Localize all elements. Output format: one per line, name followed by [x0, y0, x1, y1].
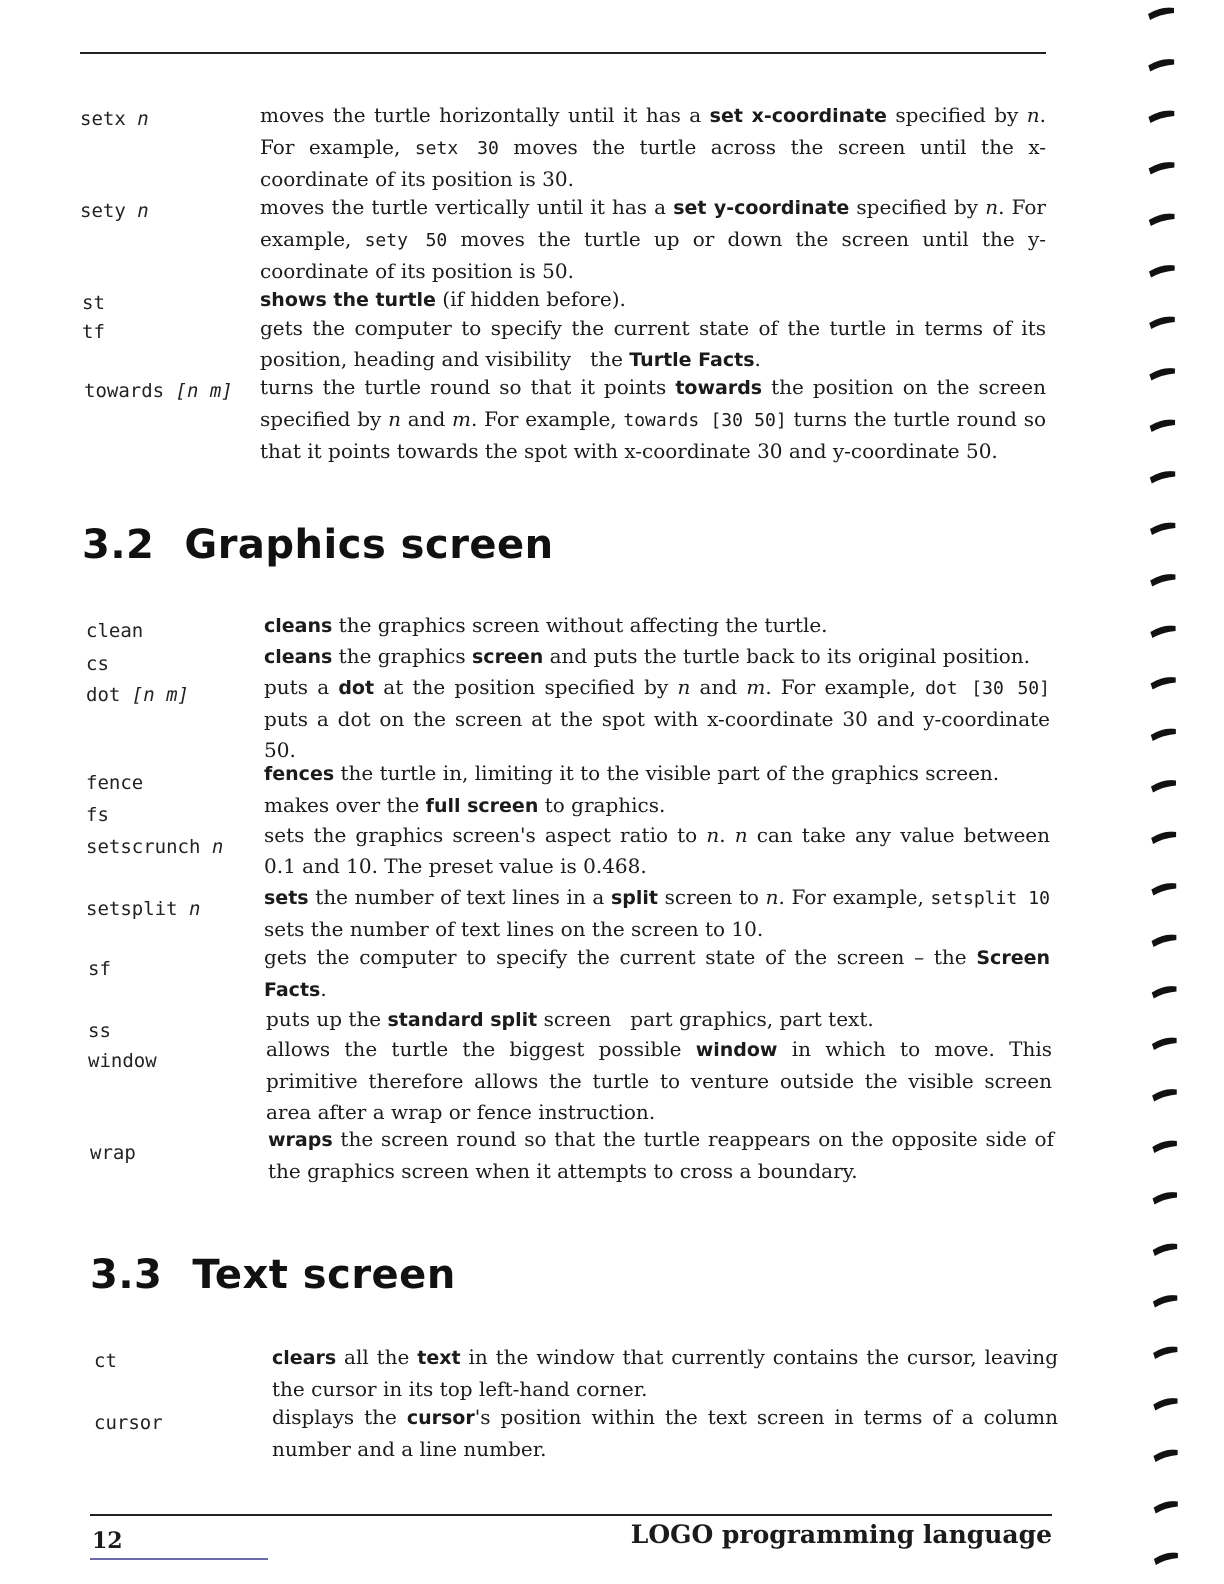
description-run: . For example,: [260, 103, 1046, 159]
description-run: all the: [336, 1345, 418, 1369]
command-description: [268, 1124, 1054, 1187]
description-run: and: [400, 407, 453, 431]
description-run: wraps: [268, 1129, 333, 1151]
command-description: [264, 672, 1050, 766]
binding-mark: [1151, 677, 1176, 689]
description-run: (if hidden before).: [435, 287, 626, 311]
description-run: cleans: [264, 646, 333, 668]
command-description: [260, 372, 1046, 467]
description-run: . For example,: [260, 195, 1046, 251]
description-run: split: [610, 887, 658, 909]
command-description: [264, 610, 1050, 642]
description-run: gets the computer to specify the current state of the turtle in terms of its position, heading and visibility the: [260, 316, 1046, 371]
command-term: dot [n m]: [86, 684, 189, 706]
binding-mark: [1149, 265, 1175, 277]
binding-mark: [1149, 214, 1175, 226]
description-run: towards: [675, 377, 763, 399]
command-term: towards [n m]: [84, 380, 233, 402]
description-run: . For example,: [471, 407, 624, 431]
binding-mark: [1154, 1553, 1178, 1565]
description-run: makes over the: [264, 793, 426, 817]
description-run: dot [30 50]: [925, 678, 1050, 699]
command-term: fence: [86, 772, 144, 794]
command-term: cursor: [94, 1412, 163, 1434]
description-run: puts up the: [266, 1007, 388, 1031]
binding-mark: [1152, 1141, 1177, 1153]
description-run: and: [690, 675, 747, 699]
description-run: full screen: [425, 795, 539, 817]
binding-mark: [1151, 832, 1176, 844]
description-run: set y-coordinate: [673, 197, 850, 219]
description-run: allows the turtle the biggest possible: [266, 1037, 696, 1061]
description-run: turns the turtle round so that it points towards the spot with x-coordinate 30 and y-coordinate 50.: [260, 407, 1046, 463]
description-run: 's position within the text screen in terms of a column number and a line number.: [272, 1405, 1058, 1461]
command-term: setscrunch n: [86, 836, 224, 858]
description-run: gets the computer to specify the current state of the screen – the: [264, 945, 977, 969]
description-run: puts a: [264, 675, 339, 699]
description-run: screen: [472, 646, 544, 668]
command-description: [266, 1004, 1052, 1036]
description-run: moves the turtle up or down the screen until the y-coordinate of its position is 50.: [260, 227, 1046, 283]
command-term: tf: [82, 321, 105, 343]
binding-mark: [1151, 780, 1176, 792]
binding-mark: [1151, 729, 1176, 741]
command-term: fs: [86, 804, 109, 826]
binding-mark: [1152, 935, 1177, 947]
description-run: clears: [272, 1347, 337, 1369]
description-run: sets the number of text lines on the screen to 10.: [264, 917, 764, 941]
binding-mark: [1154, 1501, 1178, 1513]
command-description: [272, 1342, 1058, 1405]
description-run: standard split: [387, 1009, 538, 1031]
page-number: 12: [92, 1528, 123, 1554]
binding-mark: [1148, 8, 1174, 20]
description-run: puts a dot on the screen at the spot with x-coordinate 30 and y-coordinate 50.: [264, 707, 1050, 762]
description-run: dot: [338, 677, 375, 699]
description-run: n: [1026, 103, 1040, 127]
description-run: screen part graphics, part text.: [537, 1007, 874, 1031]
command-description: [260, 192, 1046, 287]
command-description: [260, 313, 1046, 376]
command-term: sety n: [80, 200, 149, 222]
binding-mark: [1149, 368, 1175, 380]
description-run: the turtle in, limiting it to the visible part of the graphics screen.: [334, 761, 1000, 785]
command-term: ct: [94, 1350, 117, 1372]
description-run: setsplit 10: [930, 888, 1050, 909]
description-run: at the position specified by: [374, 675, 678, 699]
book-title: LOGO programming language: [630, 1520, 1052, 1549]
description-run: specified by: [849, 195, 986, 219]
description-run: can take any value between 0.1 and 10. The preset value is 0.468.: [264, 823, 1051, 878]
description-run: n: [388, 407, 401, 431]
description-run: cursor: [406, 1407, 475, 1429]
description-run: the screen round so that the turtle reappears on the opposite side of the graphics screen when it attempts to cross a boundary.: [268, 1127, 1054, 1183]
description-run: setx 30: [414, 138, 499, 159]
description-run: moves the turtle across the screen until the x-coordinate of its position is 30.: [260, 135, 1047, 191]
description-run: n: [765, 885, 779, 909]
description-run: shows the turtle: [260, 289, 436, 311]
description-run: . For example,: [778, 885, 931, 909]
description-run: towards [30 50]: [623, 410, 787, 431]
description-run: screen to: [658, 885, 766, 909]
description-run: the position on the screen specified by: [260, 375, 1046, 431]
page-number-underline: [90, 1558, 268, 1560]
description-run: text: [417, 1347, 461, 1369]
command-term: cs: [86, 653, 109, 675]
command-term: window: [88, 1050, 157, 1072]
description-run: n: [677, 675, 691, 699]
description-run: sets: [264, 887, 309, 909]
top-rule: [80, 52, 1046, 54]
command-term: st: [82, 292, 105, 314]
binding-mark: [1151, 883, 1176, 895]
binding-mark: [1150, 420, 1175, 432]
binding-mark: [1153, 1450, 1177, 1462]
command-term: ss: [88, 1020, 111, 1042]
description-run: Screen Facts: [264, 947, 1050, 1001]
description-run: . For example,: [765, 675, 926, 699]
command-description: [264, 942, 1050, 1006]
command-description: [264, 790, 1050, 822]
command-description: [260, 100, 1046, 195]
description-run: to graphics.: [538, 793, 666, 817]
command-description: [260, 284, 1046, 316]
command-term: setsplit n: [86, 898, 201, 920]
description-run: sety 50: [364, 230, 448, 251]
binding-mark: [1150, 471, 1175, 483]
command-description: [264, 641, 1050, 673]
command-description: [266, 1034, 1052, 1128]
command-description: [264, 820, 1050, 882]
binding-mark: [1152, 986, 1177, 998]
command-description: [264, 882, 1050, 945]
binding-mark: [1153, 1398, 1177, 1410]
description-run: Turtle Facts: [629, 349, 755, 371]
description-run: n: [706, 823, 720, 847]
description-run: .: [754, 347, 761, 371]
command-term: sf: [88, 958, 111, 980]
binding-mark: [1150, 523, 1175, 535]
binding-mark: [1148, 59, 1174, 71]
description-run: .: [320, 977, 327, 1001]
description-run: the graphics: [332, 644, 472, 668]
command-term: wrap: [90, 1142, 136, 1164]
binding-mark: [1152, 1089, 1177, 1101]
description-run: cleans: [264, 615, 333, 637]
description-run: n: [985, 195, 999, 219]
binding-mark: [1153, 1347, 1177, 1359]
description-run: .: [719, 823, 735, 847]
description-run: displays the: [272, 1405, 407, 1429]
description-run: the graphics screen without affecting the turtle.: [332, 613, 828, 637]
description-run: n: [734, 823, 748, 847]
description-run: in the window that currently contains the cursor, leaving the cursor in its top left-hand corner.: [272, 1345, 1058, 1401]
section-heading-graphics: 3.2 Graphics screen: [82, 522, 554, 568]
command-term: setx n: [80, 108, 149, 130]
description-run: the number of text lines in a: [308, 885, 611, 909]
command-description: [272, 1402, 1058, 1465]
binding-mark: [1149, 162, 1175, 174]
binding-mark: [1153, 1295, 1177, 1307]
description-run: moves the turtle horizontally until it has a: [260, 103, 710, 127]
spiral-binding: [1140, 0, 1224, 1584]
description-run: fences: [264, 763, 335, 785]
binding-mark: [1153, 1244, 1177, 1256]
bottom-rule: [90, 1514, 1052, 1516]
description-run: sets the graphics screen's aspect ratio to: [264, 823, 707, 847]
description-run: moves the turtle vertically until it has a: [260, 195, 674, 219]
command-description: [264, 758, 1050, 790]
description-run: m: [746, 675, 766, 699]
binding-mark: [1148, 111, 1174, 123]
description-run: specified by: [886, 103, 1027, 127]
description-run: and puts the turtle back to its original position.: [543, 644, 1030, 668]
binding-mark: [1153, 1192, 1177, 1204]
description-run: m: [452, 407, 472, 431]
command-term: clean: [86, 620, 144, 642]
binding-mark: [1150, 626, 1175, 638]
description-run: in which to move. This primitive therefore allows the turtle to venture outside the visible screen area after a wrap or fence instruction.: [266, 1037, 1052, 1124]
binding-mark: [1150, 574, 1175, 586]
description-run: set x-coordinate: [709, 105, 887, 127]
section-heading-text: 3.3 Text screen: [90, 1252, 456, 1298]
binding-mark: [1149, 317, 1175, 329]
description-run: turns the turtle round so that it points: [260, 375, 676, 399]
description-run: window: [695, 1039, 778, 1061]
binding-mark: [1152, 1038, 1177, 1050]
